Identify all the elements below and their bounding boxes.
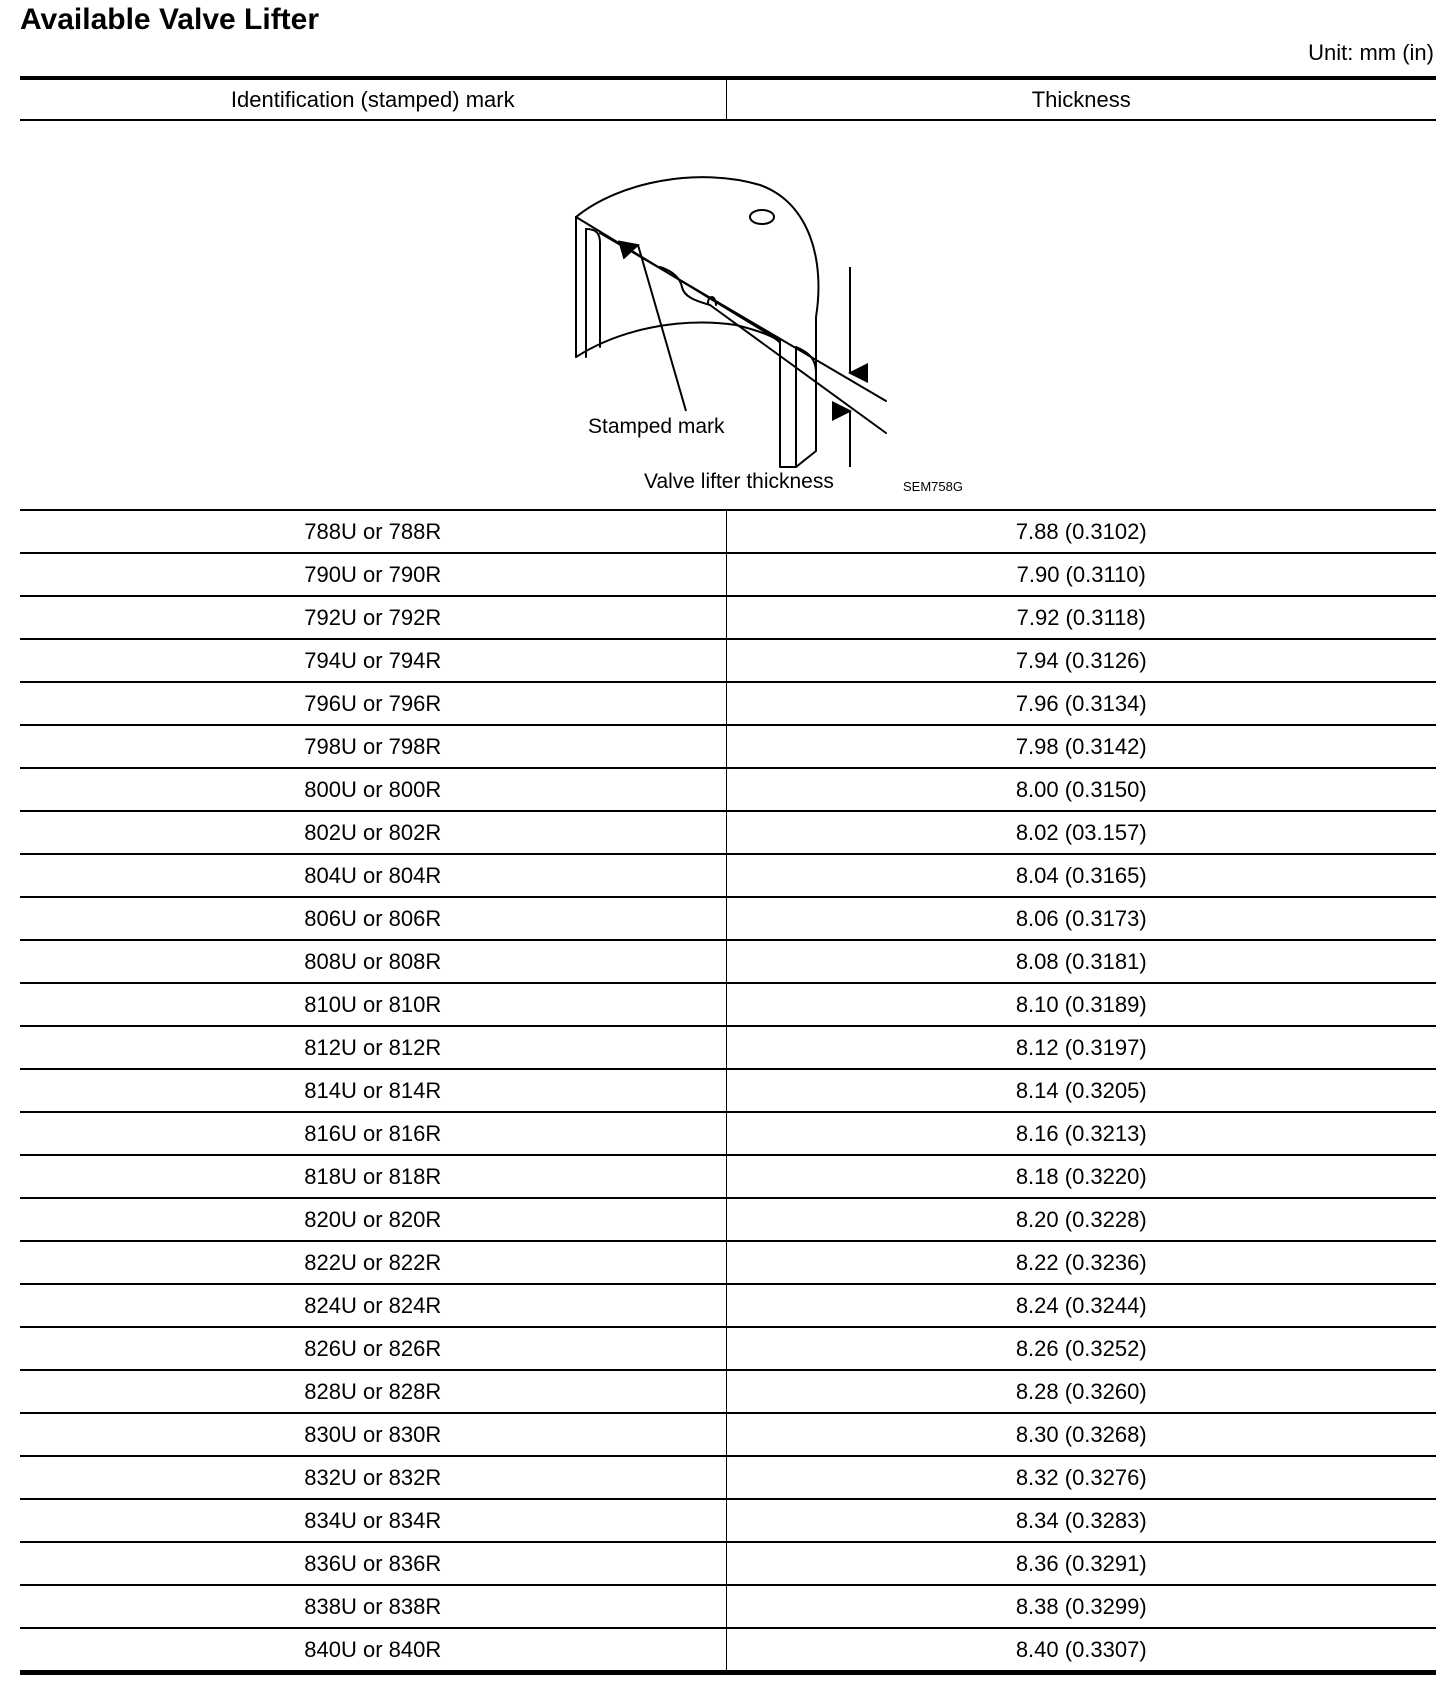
table-header-row xyxy=(20,78,1436,120)
identification-mark-cell: 812U or 812R xyxy=(20,1026,726,1069)
table-row xyxy=(20,811,1436,854)
header-identification-mark: Identification (stamped) mark xyxy=(20,78,726,120)
thickness-cell: 8.06 (0.3173) xyxy=(726,897,1436,940)
table-row xyxy=(20,1413,1436,1456)
identification-mark-cell: 808U or 808R xyxy=(20,940,726,983)
identification-mark-cell: 794U or 794R xyxy=(20,639,726,682)
table-row xyxy=(20,510,1436,553)
identification-mark-cell: 822U or 822R xyxy=(20,1241,726,1284)
thickness-cell: 8.02 (03.157) xyxy=(726,811,1436,854)
table-row xyxy=(20,897,1436,940)
table-row xyxy=(20,1327,1436,1370)
identification-mark-cell: 788U or 788R xyxy=(20,510,726,553)
table-row xyxy=(20,1241,1436,1284)
table-row xyxy=(20,983,1436,1026)
thickness-cell: 7.90 (0.3110) xyxy=(726,553,1436,596)
thickness-cell: 8.14 (0.3205) xyxy=(726,1069,1436,1112)
table-row xyxy=(20,1069,1436,1112)
identification-mark-cell: 798U or 798R xyxy=(20,725,726,768)
identification-mark-cell: 832U or 832R xyxy=(20,1456,726,1499)
identification-mark-cell: 824U or 824R xyxy=(20,1284,726,1327)
identification-mark-cell: 804U or 804R xyxy=(20,854,726,897)
table-row xyxy=(20,1155,1436,1198)
unit-label: Unit: mm (in) xyxy=(1308,40,1434,65)
identification-mark-cell: 790U or 790R xyxy=(20,553,726,596)
identification-mark-cell: 810U or 810R xyxy=(20,983,726,1026)
thickness-cell: 8.30 (0.3268) xyxy=(726,1413,1436,1456)
table-row xyxy=(20,1542,1436,1585)
header-thickness: Thickness xyxy=(726,78,1436,120)
table-row xyxy=(20,1112,1436,1155)
identification-mark-cell: 802U or 802R xyxy=(20,811,726,854)
thickness-cell: 8.40 (0.3307) xyxy=(1015,1636,1147,1662)
identification-mark-cell: 838U or 838R xyxy=(20,1585,726,1628)
table-row xyxy=(20,1585,1436,1628)
identification-mark-cell: 800U or 800R xyxy=(20,768,726,811)
thickness-cell: 7.92 (0.3118) xyxy=(726,596,1436,639)
table-row xyxy=(20,1499,1436,1542)
table-row xyxy=(20,596,1436,639)
table-row xyxy=(20,768,1436,811)
thickness-cell: 8.12 (0.3197) xyxy=(726,1026,1436,1069)
identification-mark-cell: 818U or 818R xyxy=(20,1155,726,1198)
thickness-cell: 8.10 (0.3189) xyxy=(726,983,1436,1026)
thickness-cell: 8.22 (0.3236) xyxy=(726,1241,1436,1284)
valve-lifter-figure xyxy=(20,121,1436,509)
stamped-mark-label: Stamped mark xyxy=(588,415,725,438)
thickness-cell: 8.36 (0.3291) xyxy=(726,1542,1436,1585)
table-row xyxy=(20,1026,1436,1069)
table-row xyxy=(20,940,1436,983)
thickness-cell: 8.00 (0.3150) xyxy=(726,768,1436,811)
table-row xyxy=(20,1284,1436,1327)
thickness-cell: 8.34 (0.3283) xyxy=(726,1499,1436,1542)
valve-lifter-thickness-label: Valve lifter thickness xyxy=(644,470,834,493)
table-row xyxy=(20,1370,1436,1413)
table-row xyxy=(20,1628,1436,1673)
thickness-cell: 7.88 (0.3102) xyxy=(726,510,1436,553)
thickness-cell: 8.16 (0.3213) xyxy=(726,1112,1436,1155)
identification-mark-cell: 792U or 792R xyxy=(20,596,726,639)
thickness-cell: 7.96 (0.3134) xyxy=(726,682,1436,725)
thickness-cell: 8.08 (0.3181) xyxy=(726,940,1436,983)
identification-mark-cell: 834U or 834R xyxy=(20,1499,726,1542)
thickness-cell: 8.38 (0.3299) xyxy=(726,1585,1436,1628)
identification-mark-cell: 806U or 806R xyxy=(20,897,726,940)
thickness-cell: 8.32 (0.3276) xyxy=(726,1456,1436,1499)
thickness-cell: 7.98 (0.3142) xyxy=(726,725,1436,768)
page-title: Available Valve Lifter xyxy=(20,3,320,36)
valve-lifter-table xyxy=(20,76,1436,1675)
identification-mark-cell: 816U or 816R xyxy=(20,1112,726,1155)
thickness-cell: 8.28 (0.3260) xyxy=(726,1370,1436,1413)
identification-mark-cell: 830U or 830R xyxy=(20,1413,726,1456)
valve-lifter-illustration xyxy=(20,121,1436,509)
identification-mark-cell: 826U or 826R xyxy=(20,1327,726,1370)
table-row xyxy=(20,639,1436,682)
table-row xyxy=(20,1456,1436,1499)
identification-mark-cell: 828U or 828R xyxy=(20,1370,726,1413)
thickness-cell: 8.04 (0.3165) xyxy=(726,854,1436,897)
thickness-cell: 8.18 (0.3220) xyxy=(726,1155,1436,1198)
identification-mark-cell: 814U or 814R xyxy=(20,1069,726,1112)
thickness-cell: 8.26 (0.3252) xyxy=(726,1327,1436,1370)
figure-code: SEM758G xyxy=(903,479,963,494)
thickness-cell: 7.94 (0.3126) xyxy=(726,639,1436,682)
table-row xyxy=(20,682,1436,725)
table-row xyxy=(20,854,1436,897)
table-row xyxy=(20,1198,1436,1241)
identification-mark-cell: 796U or 796R xyxy=(20,682,726,725)
identification-mark-cell: 836U or 836R xyxy=(20,1542,726,1585)
identification-mark-cell: 840U or 840R xyxy=(20,1628,726,1673)
identification-mark-cell: 820U or 820R xyxy=(20,1198,726,1241)
table-row xyxy=(20,725,1436,768)
figure-cell xyxy=(20,120,1436,510)
thickness-cell: 8.24 (0.3244) xyxy=(726,1284,1436,1327)
thickness-cell: 8.20 (0.3228) xyxy=(726,1198,1436,1241)
table-row xyxy=(20,553,1436,596)
figure-row xyxy=(20,120,1436,510)
